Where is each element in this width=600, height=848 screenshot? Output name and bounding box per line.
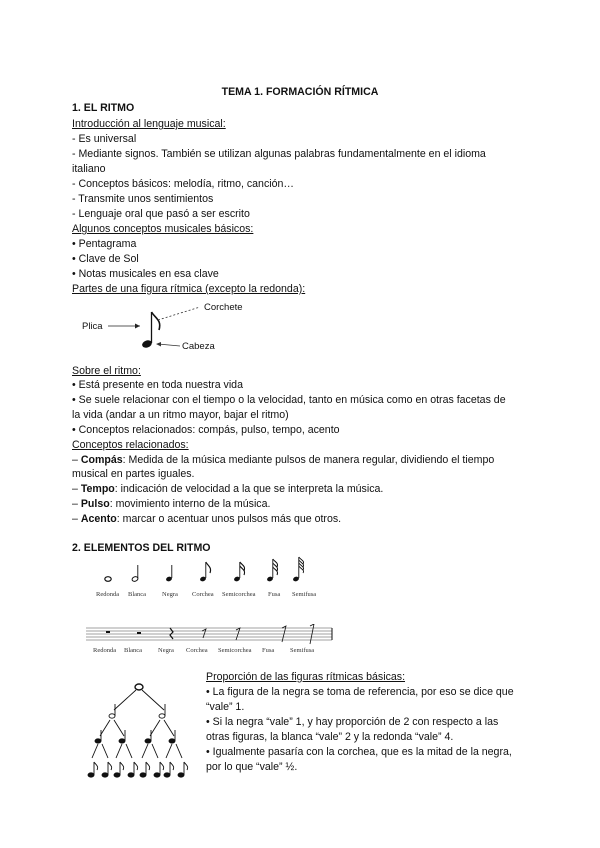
corchea-rest <box>202 629 206 638</box>
proportion-line: otras figuras, la blanca “vale” 2 y la redonda “vale” 4. <box>206 731 454 743</box>
plica-arrowhead <box>135 324 140 329</box>
proportion-line: “vale” 1. <box>206 701 245 713</box>
staff-figure-label: Fusa <box>262 647 275 654</box>
tree-negra <box>119 739 125 743</box>
section-heading-elementos: 2. ELEMENTOS DEL RITMO <box>72 542 211 554</box>
related-item-compas-cont: musical en partes iguales. <box>72 468 195 480</box>
corchete-pointer <box>158 307 200 320</box>
related-item-compas: – Compás: Medida de la música mediante pulsos de manera regular, dividiendo el tiempo <box>72 454 495 466</box>
intro-item: - Lenguaje oral que pasó a ser escrito <box>72 208 250 220</box>
staff-figure-label: Redonda <box>93 647 117 654</box>
related-item-pulso: – Pulso: movimiento interno de la música. <box>72 498 271 510</box>
proportion-line: • Igualmente pasaría con la corchea, que es la mitad de la negra, <box>206 746 512 758</box>
tree-corchea <box>154 773 160 777</box>
proportion-heading: Proporción de las figuras rítmicas básicas: <box>206 671 406 683</box>
tree-corchea <box>128 773 134 777</box>
figure-label: Negra <box>162 591 178 598</box>
related-heading: Conceptos relacionados: <box>72 439 189 451</box>
figure-label: Fusa <box>268 591 281 598</box>
redonda-rest <box>106 631 110 633</box>
tree-corchea <box>140 773 146 777</box>
rhythm-item: • Está presente en toda nuestra vida <box>72 379 243 391</box>
blanca-rest <box>137 632 141 634</box>
staff-figure-label: Corchea <box>186 647 208 654</box>
tree-negra <box>95 739 101 743</box>
figure-label: Redonda <box>96 591 120 598</box>
rhythm-item: • Conceptos relacionados: compás, pulso, tempo, acento <box>72 424 340 436</box>
tree-negra <box>169 739 175 743</box>
intro-item: - Conceptos básicos: melodía, ritmo, canción… <box>72 178 294 190</box>
related-item-acento: – Acento: marcar o acentuar unos pulsos más que otros. <box>72 513 342 525</box>
page-title: TEMA 1. FORMACIÓN RÍTMICA <box>221 86 379 98</box>
cabeza-pointer <box>158 344 180 346</box>
tree-blanca <box>159 714 165 718</box>
related-item-tempo: – Tempo: indicación de velocidad a la que se interpreta la música. <box>72 483 384 495</box>
tree-blanca <box>109 714 115 718</box>
intro-item: - Es universal <box>72 133 137 145</box>
rhythm-item: la vida (andar a un ritmo mayor, bajar el ritmo) <box>72 409 289 421</box>
label-plica: Plica <box>82 321 103 332</box>
staff-figure-label: Semifusa <box>290 647 315 654</box>
tree-corchea <box>102 773 108 777</box>
label-corchete: Corchete <box>204 302 243 313</box>
tree-branch <box>142 690 164 710</box>
basic-concept-item: • Clave de Sol <box>72 253 139 265</box>
redonda-note <box>105 577 111 582</box>
basic-concept-item: • Pentagrama <box>72 238 137 250</box>
intro-item: - Transmite unos sentimientos <box>72 193 214 205</box>
staff-figure-label: Semicorchea <box>218 647 252 654</box>
proportion-tree-diagram <box>86 678 192 788</box>
staff-figures-diagram <box>82 624 336 648</box>
cabeza-arrowhead <box>156 342 161 347</box>
figure-label: Semicorchea <box>222 591 256 598</box>
label-cabeza: Cabeza <box>182 341 215 352</box>
rhythmic-figures-row <box>90 556 330 588</box>
figure-label: Blanca <box>128 591 147 598</box>
basic-concept-item: • Notas musicales en esa clave <box>72 268 219 280</box>
tree-branch <box>114 690 136 710</box>
figure-label: Semifusa <box>292 591 317 598</box>
staff-figure-label: Blanca <box>124 647 143 654</box>
tree-negra <box>145 739 151 743</box>
tree-redonda <box>135 684 143 690</box>
rhythm-item: • Se suele relacionar con el tiempo o la velocidad, tanto en música como en otras facetas de <box>72 394 506 406</box>
negra-rest <box>170 628 173 639</box>
staff-figure-label: Negra <box>158 647 174 654</box>
proportion-line: • La figura de la negra se toma de referencia, por eso se dice que <box>206 686 514 698</box>
tree-corchea <box>88 773 94 777</box>
intro-item: italiano <box>72 163 106 175</box>
tree-corchea <box>164 773 170 777</box>
tree-corchea <box>114 773 120 777</box>
figure-parts-heading: Partes de una figura rítmica (excepto la redonda): <box>72 283 306 295</box>
corchea-flag <box>206 562 211 573</box>
proportion-block <box>206 670 536 775</box>
intro-heading: Introducción al lenguaje musical: <box>72 118 226 130</box>
rhythm-heading: Sobre el ritmo: <box>72 365 141 377</box>
tree-corchea <box>178 773 184 777</box>
figure-label: Corchea <box>192 591 214 598</box>
proportion-line: por lo que “vale” ½. <box>206 761 298 773</box>
basic-concepts-heading: Algunos conceptos musicales básicos: <box>72 223 254 235</box>
note-flag <box>152 312 160 330</box>
section-heading-ritmo: 1. EL RITMO <box>72 102 135 114</box>
proportion-line: • Si la negra “vale” 1, y hay proporción de 2 con respecto a las <box>206 716 499 728</box>
intro-item: - Mediante signos. También se utilizan algunas palabras fundamentalmente en el idioma <box>72 148 486 160</box>
